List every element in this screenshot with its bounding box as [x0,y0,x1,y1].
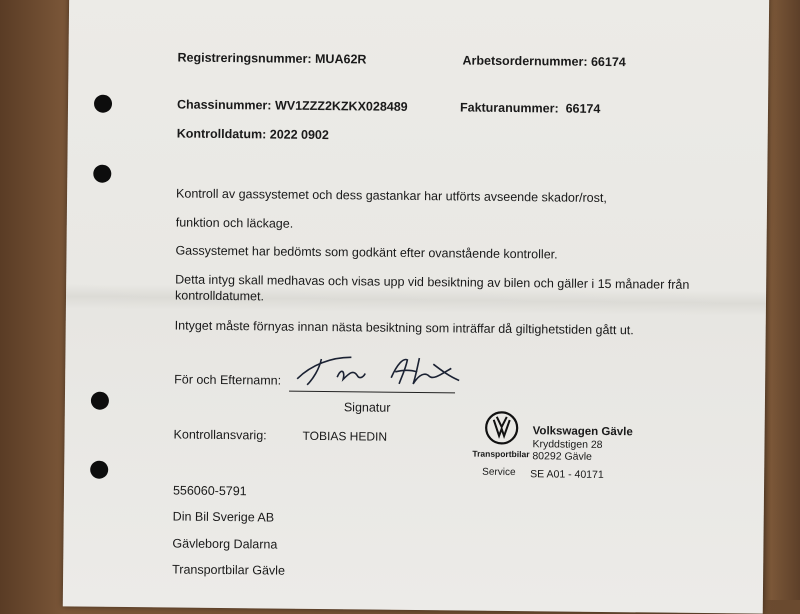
dealer-se-code: SE A01 - 40171 [530,468,604,481]
paragraph-4: Intyget måste förnyas innan nästa besiktning som inträffar då giltighetstiden gått ut. [174,318,634,338]
dealer-name: Volkswagen Gävle [532,425,633,439]
document-paper [63,0,769,614]
control-date: Kontrolldatum: 2022 0902 [176,126,329,143]
reg-number: Registreringsnummer: MUA62R [177,50,367,67]
handwritten-signature [291,349,471,395]
paragraph-1-line-2: funktion och läckage. [175,215,294,231]
controller-name: TOBIAS HEDIN [302,428,388,444]
dealer-street: Kryddstigen 28 [532,438,603,451]
punch-hole [94,95,112,113]
signature-caption: Signatur [343,400,391,415]
vw-logo-icon [484,411,518,445]
punch-hole [90,461,108,479]
paragraph-3-line-1: Detta intyg skall medhavas och visas upp vid besiktning av bilen och gäller i 15 månader från [175,272,690,292]
paragraph-2: Gassystemet har bedömts som godkänt efter ovanstående kontroller. [175,243,558,262]
paragraph-3-line-2: kontrolldatumet. [174,288,265,304]
org-number: 556060-5791 [172,483,247,499]
logo-sub-service: Service [482,466,516,479]
logo-sub-transportbilar: Transportbilar [472,448,530,460]
name-label: För och Efternamn: [174,372,282,388]
dealer-postal: 80292 Gävle [532,450,592,463]
company-name: Din Bil Sverige AB [172,509,275,525]
company-region: Gävleborg Dalarna [172,536,278,552]
punch-hole [91,392,109,410]
chassis-number: Chassinummer: WV1ZZZ2KZKX028489 [176,97,408,114]
workorder-number: Arbetsordernummer: 66174 [462,53,626,70]
controller-label: Kontrollansvarig: [173,427,267,443]
invoice-number: Fakturanummer: 66174 [459,100,601,116]
company-branch: Transportbilar Gävle [172,562,286,578]
paragraph-1-line-1: Kontroll av gassystemet och dess gastankar har utförts avseende skador/rost, [176,186,607,205]
punch-hole [93,165,111,183]
